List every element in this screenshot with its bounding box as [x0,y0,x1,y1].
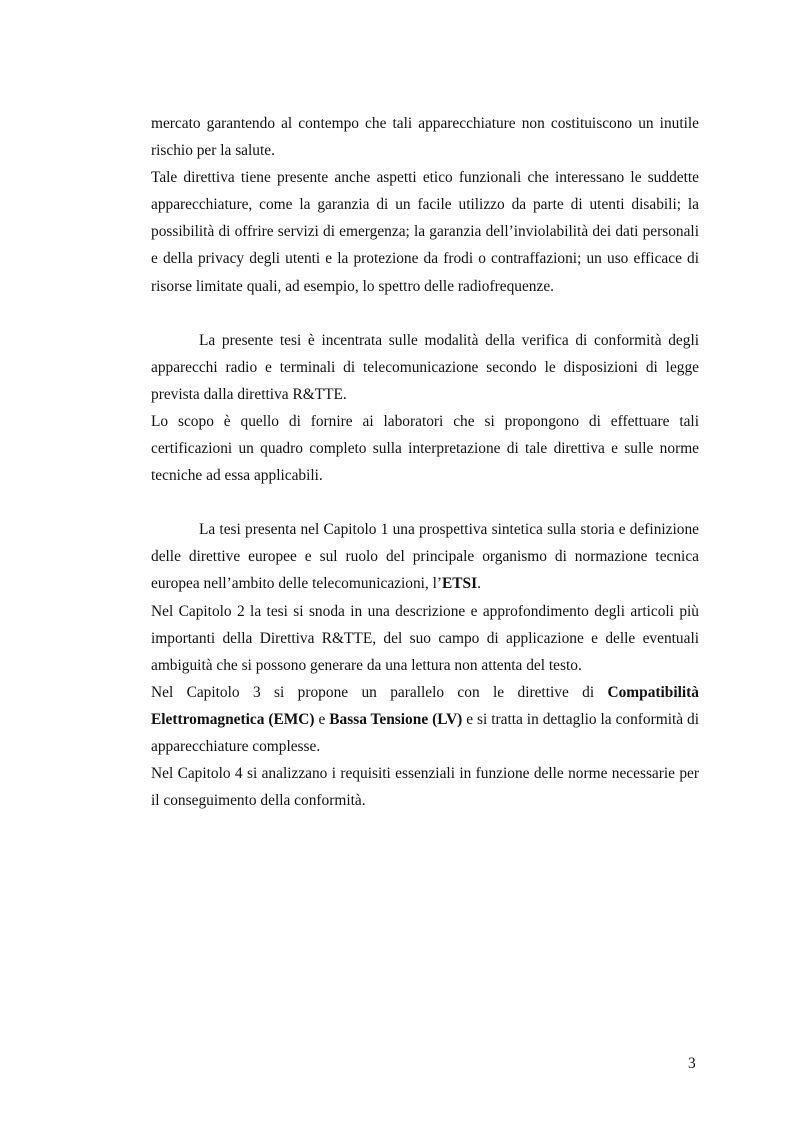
paragraph-ethical-aspects: Tale direttiva tiene presente anche aspetti etico funzionali che interessano le suddette apparecchiature, come la garanzia di un facile utilizzo da parte di utenti disabili; la possibilità di offrire servizi di emergenza; la garanzia dell’inviolabilità dei dati personali e della privacy degli utenti e la protezione da frodi o contraffazioni; un uso efficace di risorse limitate quali, ad esempio, lo spettro delle radiofrequenze. [151,169,699,295]
paragraph-market-health: mercato garantendo al contempo che tali apparecchiature non costituiscono un inutile rischio per la salute. [151,115,699,160]
etsi-term: ETSI [442,575,478,593]
paragraph-thesis-purpose: Lo scopo è quello di fornire ai laboratori che si propongono di effettuare tali certificazioni un quadro completo sulla interpretazione di tale direttiva e sulle norme tecniche ad essa applicabili. [151,412,699,485]
chapter-1-end: . [477,575,481,593]
paragraph-chapter-3 [151,679,699,760]
page-number: 3 [688,1055,696,1072]
chapter-3-end: e si tratta in dettaglio la conformità di apparecchiature complesse. [151,710,700,755]
chapter-3-intro: Nel Capitolo 3 si propone un parallelo con le direttive di [151,683,608,701]
lv-term: Bassa Tensione (LV) [329,710,463,728]
emc-term: Compatibilità Elettromagnetica (EMC) [151,683,699,728]
chapter-3-conjunction: e [314,710,330,728]
chapter-1-text: La tesi presenta nel Capitolo 1 una prospettiva sintetica sulla storia e definizione delle direttive europee e sul ruolo del principale organismo di normazione tecnica europea nell’ambito delle telecomunicazioni, l’ [151,521,699,593]
paragraph-chapter-4: Nel Capitolo 4 si analizzano i requisiti essenziali in funzione delle norme necessarie per il conseguimento della conformità. [151,765,699,810]
paragraph-chapter-1 [151,516,699,597]
paragraph-thesis-focus: La presente tesi è incentrata sulle modalità della verifica di conformità degli apparecchi radio e terminali di telecomunicazione secondo le disposizioni di legge prevista dalla direttiva R&TTE. [151,331,699,403]
paragraph-chapter-2: Nel Capitolo 2 la tesi si snoda in una descrizione e approfondimento degli articoli più importanti della Direttiva R&TTE, del suo campo di applicazione e delle eventuali ambiguità che si possono generare da una lettura non attenta del testo. [151,602,699,674]
body-text [151,110,699,814]
